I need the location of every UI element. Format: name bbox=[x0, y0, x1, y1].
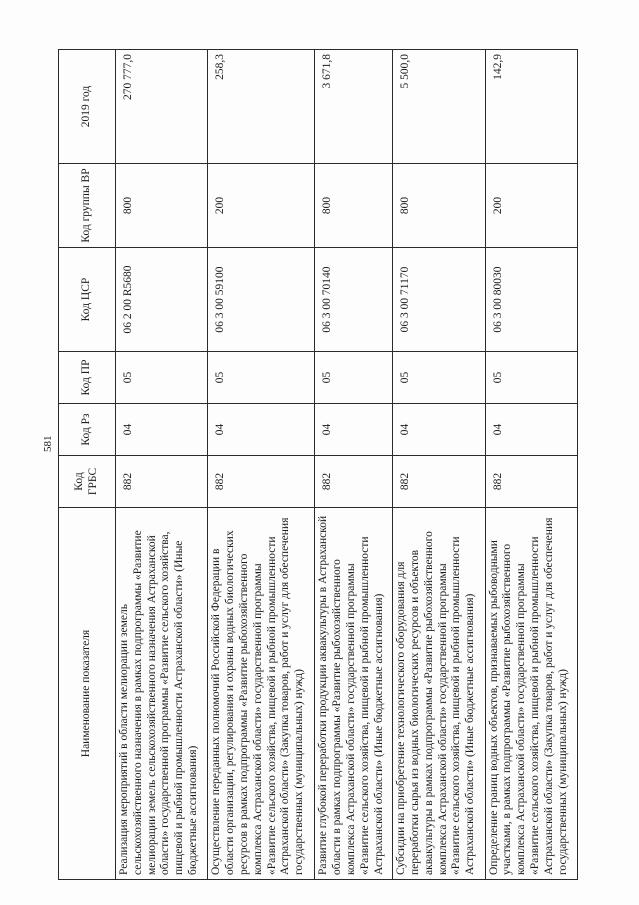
row-csr: 06 3 00 80030 bbox=[485, 248, 577, 352]
row-csr: 06 3 00 59100 bbox=[208, 248, 315, 352]
row-amount: 270 777,0 bbox=[116, 50, 208, 164]
row-csr: 06 3 00 70140 bbox=[315, 248, 393, 352]
row-pr: 05 bbox=[315, 352, 393, 404]
row-pr: 05 bbox=[116, 352, 208, 404]
header-name: Наименование показателя bbox=[59, 508, 116, 880]
header-grbs: Код ГРБС bbox=[59, 456, 116, 508]
row-pr: 05 bbox=[208, 352, 315, 404]
table-header-row bbox=[59, 50, 116, 880]
row-pr: 05 bbox=[485, 352, 577, 404]
row-rz: 04 bbox=[116, 404, 208, 456]
header-pr: Код ПР bbox=[59, 352, 116, 404]
row-amount: 258,3 bbox=[208, 50, 315, 164]
row-name: Реализация мероприятий в области мелиорации земель сельскохозяйственного назначения в рамках подпрограммы «Развитие мелиорации земель сельскохозяйственного назначения Астраханской области» государственной программы «Развитие сельского хозяйства, пищевой и рыбной промышленности Астраханской области» (Иные бюджетные ассигнования) bbox=[116, 508, 208, 880]
row-grbs: 882 bbox=[315, 456, 393, 508]
row-vr: 800 bbox=[116, 164, 208, 248]
table-row bbox=[116, 50, 208, 880]
table-row bbox=[393, 50, 485, 880]
row-grbs: 882 bbox=[116, 456, 208, 508]
row-name: Развитие глубокой переработки продукции аквакультуры в Астраханской области в рамках подпрограммы «Развитие рыбохозяйственного комплекса Астраханской области» государственной программы «Развитие сельского хозяйства, пищевой и рыбной промышленности Астраханской области» (Иные бюджетные ассигнования) bbox=[315, 508, 393, 880]
row-csr: 06 2 00 R5680 bbox=[116, 248, 208, 352]
row-name: Определение границ водных объектов, признаваемых рыбоводными участками, в рамках подпрограммы «Развитие рыбохозяйственного комплекса Астраханской области» государственной программы «Развитие сельского хозяйства, пищевой и рыбной промышленности Астраханской области» (Закупка товаров, работ и услуг для обеспечения государственных (муниципальных) нужд) bbox=[485, 508, 577, 880]
row-rz: 04 bbox=[393, 404, 485, 456]
header-rz: Код Рз bbox=[59, 404, 116, 456]
page-number: 581 bbox=[42, 435, 54, 452]
row-rz: 04 bbox=[485, 404, 577, 456]
budget-table-container bbox=[58, 50, 578, 880]
table-row bbox=[485, 50, 577, 880]
table-row bbox=[208, 50, 315, 880]
header-year: 2019 год bbox=[59, 50, 116, 164]
header-csr: Код ЦСР bbox=[59, 248, 116, 352]
row-vr: 800 bbox=[393, 164, 485, 248]
row-name: Субсидии на приобретение технологического оборудования для переработки сырья из водных биологических ресурсов и объектов аквакультуры в рамках подпрограммы «Развитие рыбохозяйственного комплекса Астраханской области» государственной программы «Развитие сельского хозяйства, пищевой и рыбной промышленности Астраханской области» (Иные бюджетные ассигнования) bbox=[393, 508, 485, 880]
row-vr: 200 bbox=[485, 164, 577, 248]
row-amount: 3 671,8 bbox=[315, 50, 393, 164]
row-name: Осуществление переданных полномочий Российской Федерации в области организации, регулирования и охраны водных биологических ресурсов в рамках подпрограммы «Развитие рыбохозяйственного комплекса Астраханской области» государственной программы «Развитие сельского хозяйства, пищевой и рыбной промышленности Астраханской области» (Закупка товаров, работ и услуг для обеспечения государственных (муниципальных) нужд) bbox=[208, 508, 315, 880]
header-vr: Код группы ВР bbox=[59, 164, 116, 248]
row-vr: 200 bbox=[208, 164, 315, 248]
row-amount: 5 500,0 bbox=[393, 50, 485, 164]
row-rz: 04 bbox=[208, 404, 315, 456]
row-rz: 04 bbox=[315, 404, 393, 456]
row-vr: 800 bbox=[315, 164, 393, 248]
row-pr: 05 bbox=[393, 352, 485, 404]
row-grbs: 882 bbox=[393, 456, 485, 508]
row-amount: 142,9 bbox=[485, 50, 577, 164]
budget-table bbox=[58, 49, 578, 880]
row-grbs: 882 bbox=[485, 456, 577, 508]
row-grbs: 882 bbox=[208, 456, 315, 508]
table-row bbox=[315, 50, 393, 880]
row-csr: 06 3 00 71170 bbox=[393, 248, 485, 352]
